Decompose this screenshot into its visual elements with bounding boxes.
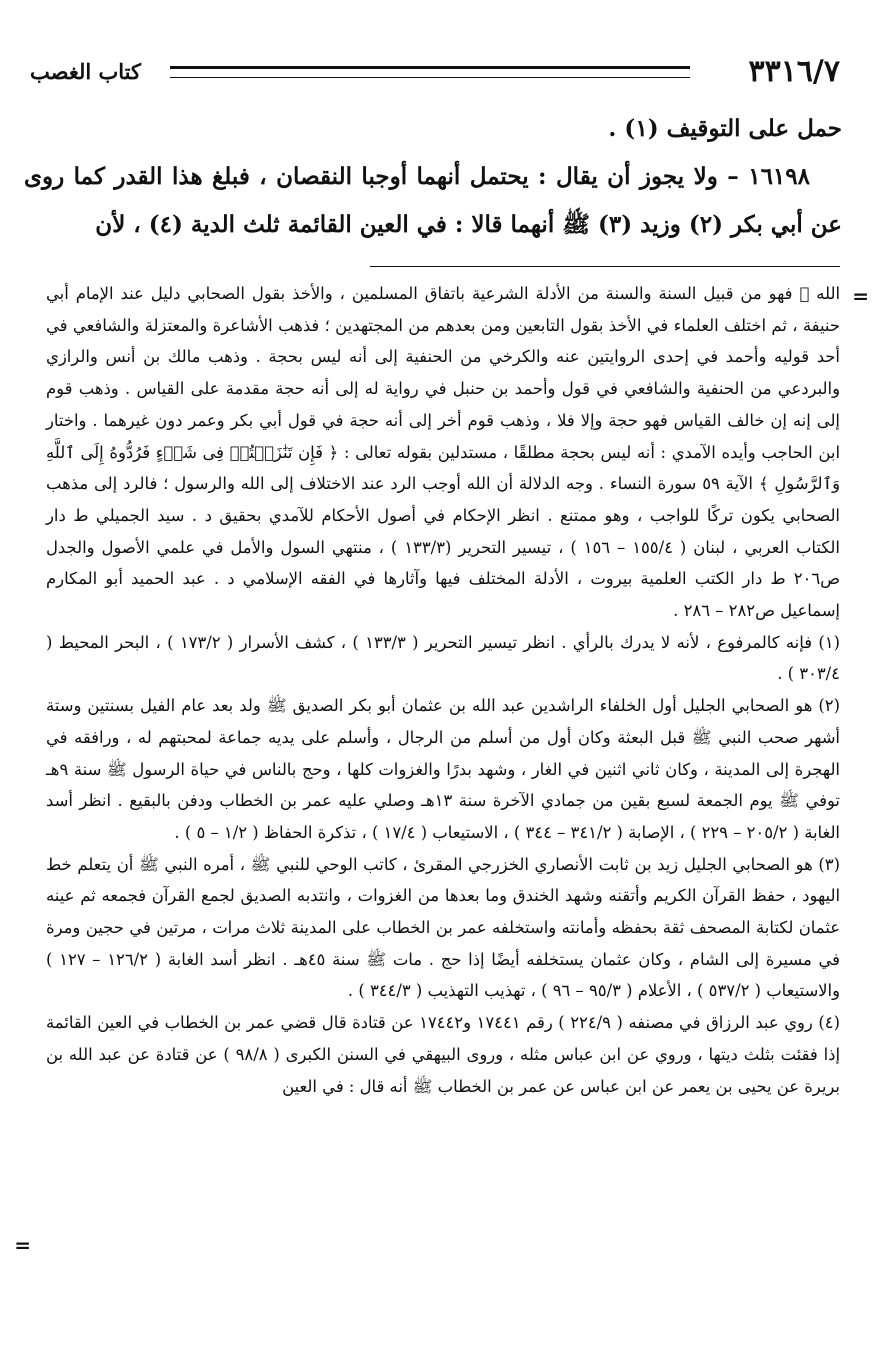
footnotes xyxy=(46,278,840,1102)
footnote-4: (٤) روي عبد الرزاق في مصنفه ( ٢٢٤/٩ ) رقم ١٧٤٤١ و١٧٤٤٢ عن قتادة قال قضي عمر بن الخطاب في العين القائمة إذا فقئت بثلث ديتها ، وروي عن ابن عباس مثله ، وروى البيهقي في السنن الكبرى ( ٩٨/٨ ) عن قتادة عن عبد الله بن بريرة عن يحيى بن يعمر عن ابن عباس عن عمر بن الخطاب ﷺ أنه قال : في العين xyxy=(46,1013,840,1096)
footnote-1: (١) فإنه كالمرفوع ، لأنه لا يدرك بالرأي . انظر تيسير التحرير ( ١٣٣/٣ ) ، كشف الأسرار ( ١٧٣/٢ ) ، البحر المحيط ( ٣٠٣/٤ ) . xyxy=(46,632,841,684)
header-rule xyxy=(170,66,690,78)
footnote-3: (٣) هو الصحابي الجليل زيد بن ثابت الأنصاري الخزرجي المقرئ ، كاتب الوحي للنبي ﷺ ، أمره النبي ﷺ أن يتعلم خط اليهود ، حفظ القرآن الكريم وأتقنه وشهد الخندق وما بعدها من الغزوات ، وانتدبه الصديق لجمع القرآن فجمعه ثم عينه عثمان لكتابة المصحف ثقة بحفظه وأمانته واستخلفه عمر بن الخطاب على المدينة ثلاث مرات ، مرتين في حجين ومرة في مسيرة إلى الشام ، وكان عثمان يستخلفه أيضًا إذا حج . مات ﷺ سنة ٤٥هـ . انظر أسد الغابة ( ١٢٦/٢ – ١٢٧ ) والاستيعاب ( ٥٣٧/٢ ) ، الأعلام ( ٩٥/٣ – ٩٦ ) ، تهذيب التهذيب ( ٣٤٤/٣ ) . xyxy=(46,854,840,1001)
end-continuation-mark: = xyxy=(14,1233,31,1257)
running-header xyxy=(30,52,840,92)
page-number: ٣٣١٦/٧ xyxy=(748,54,840,89)
footnote-separator xyxy=(370,266,840,267)
main-text xyxy=(24,105,842,249)
footnote-2: (٢) هو الصحابي الجليل أول الخلفاء الراشدين عبد الله بن عثمان أبو بكر الصديق ﷺ ولد بعد عام الفيل بسنتين وستة أشهر صحب النبي ﷺ قبل البعثة وكان أول من أسلم من الرجال ، وأسلم على يديه جماعة لمحبتهم له ، ورافقه في الهجرة إلى المدينة ، وكان ثاني اثنين في الغار ، وشهد بدرًا والغزوات كلها ، وحج بالناس في حياة الرسول ﷺ سنة ٩هـ توفي ﷺ يوم الجمعة لسبع بقين من جمادي الآخرة سنة ١٣هـ وصلي عليه عمر بن الخطاب ودفن بالبقيع . انظر أسد الغابة ( ٢٠٥/٢ – ٢٢٩ ) ، الإصابة ( ٣٤١/٢ – ٣٤٤ ) ، الاستيعاب ( ١٧/٤ ) ، تذكرة الحفاظ ( ١/٢ – ٥ ) . xyxy=(46,696,840,842)
book-title: كتاب الغصب xyxy=(30,59,142,84)
continuation-mark: = xyxy=(852,284,869,308)
main-line-1: حمل على التوقيف (١) . xyxy=(608,115,842,142)
main-paragraph-16198: ١٦١٩٨ – ولا يجوز أن يقال : يحتمل أنهما أوجبا النقصان ، فبلغ هذا القدر كما روى عن أبي بكر (٢) وزيد (٣) ﷺ أنهما قالا : في العين القائمة ثلث الدية (٤) ، لأن xyxy=(24,163,842,238)
footnote-continuation: الله ﷺ فهو من قبيل السنة والسنة من الأدلة الشرعية باتفاق المسلمين ، والأخذ بقول الصحابي دليل عند الإمام أبي حنيفة ، ثم اختلف العلماء في الأخذ بقول التابعين ومن بعدهم من المجتهدين ؛ فذهب الأشاعرة والمعتزلة والشافعي في أحد قوليه وأحمد في إحدى الروايتين عنه والكرخي من الحنفية إلى أنه ليس بحجة . وذهب مالك بن أنس والرازي والبردعي من الحنفية والشافعي في قول وأحمد بن حنبل في رواية له إلى أنه حجة مقدمة على القياس . وذهب قوم إلى إنه إن خالف القياس فهو حجة وإلا فلا ، وذهب قوم أخر إلى أنه حجة في قول أبي بكر وعمر دون غيرهما . واختار ابن الحاجب وأيده الآمدي : أنه ليس بحجة مطلقًا ، مستدلين بقوله تعالى : ﴿ فَإِن تَنَٰزَعۡتُمۡ فِى شَىۡءٍ فَرُدُّوهُ إِلَى ٱللَّهِ وَٱلرَّسُولِ ﴾ الآية ٥٩ سورة النساء . وجه الدلالة أن الله أوجب الرد عند الاختلاف إلى الله والرسول ؛ فالرد إلى مذهب الصحابي يكون تركًا للواجب ، وهو ممتنع . انظر الإحكام في أصول الأحكام للآمدي بحقيق د . سيد الجميلي ط دار الكتاب العربي ، لبنان ( ١٥٥/٤ – ١٥٦ ) ، تيسير التحرير (١٣٣/٣ ) ، منتهي السول والأمل في علمي الأصول والجدل ص٢٠٦ ط دار الكتب العلمية بيروت ، الأدلة المختلف فيها وآثارها في الفقه الإسلامي د . عبد الحميد أبو المكارم إسماعيل ص٢٨٢ – ٢٨٦ . xyxy=(46,284,840,621)
